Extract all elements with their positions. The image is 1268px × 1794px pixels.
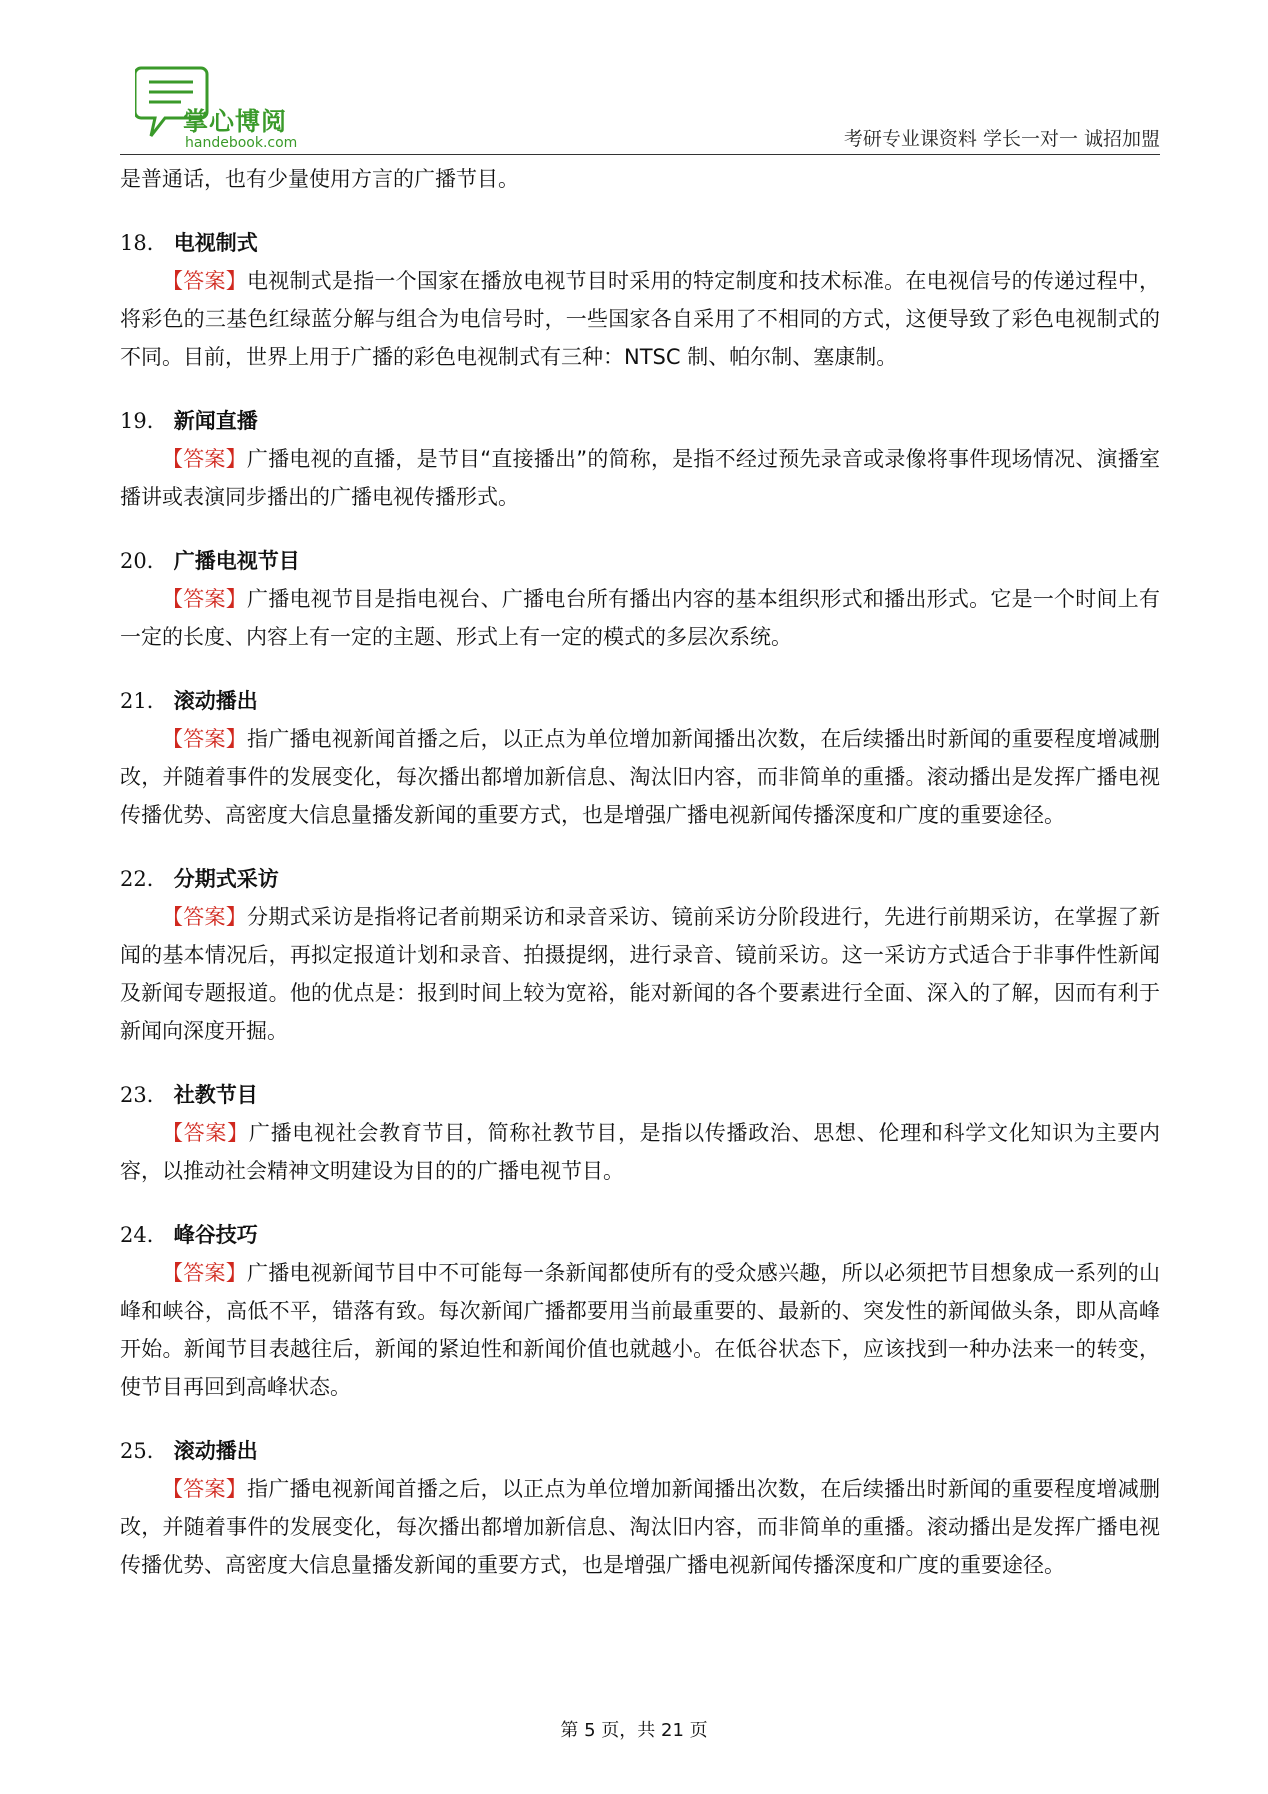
answer-text: 电视制式是指一个国家在播放电视节目时采用的特定制度和技术标准。在电视信号的传递过程中，将彩色的三基色红绿蓝分解与组合为电信号时，一些国家各自采用了不相同的方式，这便导致了彩色电视制式的不同。目前，世界上用于广播的彩色电视制式有三种：NTSC 制、帕尔制、塞康制。 [120, 269, 1161, 369]
entry-title [120, 1432, 1160, 1470]
entry-number: 23． [120, 1083, 168, 1107]
entry-item [120, 224, 1160, 376]
entry-title [120, 402, 1160, 440]
entry-answer [120, 440, 1160, 516]
answer-text: 广播电视的直播，是节目“直接播出”的简称，是指不经过预先录音或录像将事件现场情况、演播室播讲或表演同步播出的广播电视传播形式。 [120, 447, 1160, 509]
entry-title [120, 542, 1160, 580]
answer-text: 指广播电视新闻首播之后，以正点为单位增加新闻播出次数，在后续播出时新闻的重要程度增减删改，并随着事件的发展变化，每次播出都增加新信息、淘汰旧内容，而非简单的重播。滚动播出是发挥广播电视传播优势、高密度大信息量播发新闻的重要方式，也是增强广播电视新闻传播深度和广度的重要途径。 [120, 1477, 1161, 1577]
entry-answer [120, 720, 1160, 834]
answer-tag: 【答案】 [162, 727, 247, 751]
entry-number: 24． [120, 1223, 168, 1247]
answer-tag: 【答案】 [162, 1121, 249, 1145]
entry-number: 20． [120, 549, 168, 573]
page-footer [0, 1716, 1268, 1742]
entry-item [120, 1076, 1160, 1190]
entry-title [120, 1076, 1160, 1114]
logo [135, 64, 395, 154]
page-content [120, 160, 1160, 1584]
entry-item [120, 860, 1160, 1050]
entry-term: 广播电视节目 [173, 549, 300, 573]
answer-tag: 【答案】 [162, 1477, 247, 1501]
answer-text: 广播电视节目是指电视台、广播电台所有播出内容的基本组织形式和播出形式。它是一个时间上有一定的长度、内容上有一定的主题、形式上有一定的模式的多层次系统。 [120, 587, 1161, 649]
answer-text: 广播电视新闻节目中不可能每一条新闻都使所有的受众感兴趣，所以必须把节目想象成一系列的山峰和峡谷，高低不平，错落有致。每次新闻广播都要用当前最重要的、最新的、突发性的新闻做头条，即从高峰开始。新闻节目表越往后，新闻的紧迫性和新闻价值也就越小。在低谷状态下，应该找到一种办法来一的转变，使节目再回到高峰状态。 [120, 1261, 1161, 1399]
answer-tag: 【答案】 [162, 905, 247, 929]
continued-paragraph: 是普通话，也有少量使用方言的广播节目。 [120, 167, 519, 191]
entry-title [120, 224, 1160, 262]
entry-number: 25． [120, 1439, 168, 1463]
answer-tag: 【答案】 [162, 1261, 247, 1285]
answer-text: 指广播电视新闻首播之后，以正点为单位增加新闻播出次数，在后续播出时新闻的重要程度增减删改，并随着事件的发展变化，每次播出都增加新信息、淘汰旧内容，而非简单的重播。滚动播出是发挥广播电视传播优势、高密度大信息量播发新闻的重要方式，也是增强广播电视新闻传播深度和广度的重要途径。 [120, 727, 1161, 827]
answer-tag: 【答案】 [162, 587, 247, 611]
entry-answer [120, 1254, 1160, 1406]
header-tagline: 考研专业课资料 学长一对一 诚招加盟 [843, 128, 1160, 150]
answer-text: 分期式采访是指将记者前期采访和录音采访、镜前采访分阶段进行，先进行前期采访，在掌握了新闻的基本情况后，再拟定报道计划和录音、拍摄提纲，进行录音、镜前采访。这一采访方式适合于非事件性新闻及新闻专题报道。他的优点是：报到时间上较为宽裕，能对新闻的各个要素进行全面、深入的了解，因而有利于新闻向深度开掘。 [120, 905, 1161, 1043]
entry-list [120, 224, 1160, 1584]
entry-number: 21． [120, 689, 168, 713]
entry-number: 18． [120, 231, 168, 255]
logo-name: 掌心博阅 [183, 107, 288, 136]
entry-item [120, 682, 1160, 834]
entry-item [120, 1432, 1160, 1584]
entry-term: 新闻直播 [173, 409, 258, 433]
entry-answer [120, 580, 1160, 656]
header-divider [120, 154, 1160, 155]
entry-answer [120, 898, 1160, 1050]
entry-answer [120, 1114, 1160, 1190]
page-number: 第 5 页，共 21 页 [560, 1720, 708, 1741]
entry-term: 社教节目 [173, 1083, 258, 1107]
entry-term: 峰谷技巧 [173, 1223, 258, 1247]
answer-tag: 【答案】 [162, 447, 247, 471]
entry-term: 分期式采访 [173, 867, 279, 891]
entry-term: 滚动播出 [173, 689, 258, 713]
entry-number: 22． [120, 867, 168, 891]
logo-url: handebook.com [185, 135, 298, 151]
entry-title [120, 682, 1160, 720]
entry-title [120, 860, 1160, 898]
answer-tag: 【答案】 [162, 269, 247, 293]
entry-item [120, 402, 1160, 516]
answer-text: 广播电视社会教育节目，简称社教节目，是指以传播政治、思想、伦理和科学文化知识为主要内容，以推动社会精神文明建设为目的的广播电视节目。 [120, 1121, 1161, 1183]
entry-term: 滚动播出 [173, 1439, 258, 1463]
entry-title [120, 1216, 1160, 1254]
entry-number: 19． [120, 409, 168, 433]
entry-answer [120, 262, 1160, 376]
entry-answer [120, 1470, 1160, 1584]
entry-term: 电视制式 [173, 231, 258, 255]
page-header [120, 52, 1160, 154]
entry-item [120, 542, 1160, 656]
entry-item [120, 1216, 1160, 1406]
